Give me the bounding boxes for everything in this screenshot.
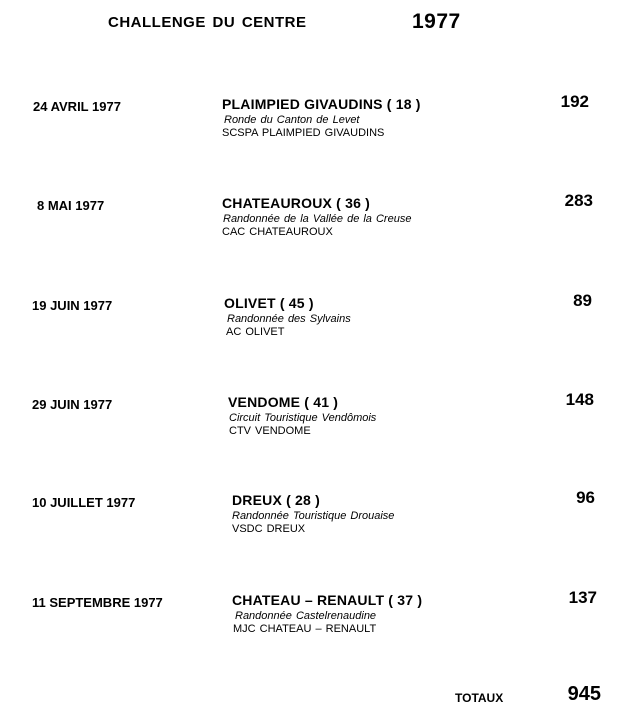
entry-participant-count: 283 <box>564 191 593 210</box>
entry-place: PLAIMPIED GIVAUDINS ( 18 ) <box>222 96 421 112</box>
entry-participant-count: 192 <box>560 92 589 111</box>
entry-ride-name: Ronde du Canton de Levet <box>224 114 360 126</box>
page-year: 1977 <box>412 10 461 33</box>
entry-club: CTV VENDOME <box>229 425 311 437</box>
page-title: CHALLENGE DU CENTRE <box>108 14 307 31</box>
entry-date: 10 JUILLET 1977 <box>32 495 136 510</box>
entry-date: 8 MAI 1977 <box>37 198 105 213</box>
entry-ride-name: Randonnée Touristique Drouaise <box>232 510 395 522</box>
list-item <box>0 291 636 355</box>
entry-ride-name: Randonnée des Sylvains <box>227 313 351 325</box>
entry-club: AC OLIVET <box>226 326 285 338</box>
entry-club: MJC CHATEAU – RENAULT <box>233 623 377 635</box>
entry-place: DREUX ( 28 ) <box>232 492 320 508</box>
entry-ride-name: Randonnée de la Vallée de la Creuse <box>223 213 412 225</box>
entry-club: SCSPA PLAIMPIED GIVAUDINS <box>222 127 385 139</box>
entry-date: 29 JUIN 1977 <box>32 397 113 412</box>
entry-place: VENDOME ( 41 ) <box>228 394 339 410</box>
entry-ride-name: Circuit Touristique Vendômois <box>229 412 377 424</box>
list-item <box>0 191 636 255</box>
entry-participant-count: 89 <box>573 291 592 310</box>
totals-value: 945 <box>567 683 601 705</box>
entry-date: 11 SEPTEMBRE 1977 <box>32 595 163 610</box>
list-item <box>0 488 636 552</box>
entry-ride-name: Randonnée Castelrenaudine <box>235 610 377 622</box>
entry-date: 19 JUIN 1977 <box>32 298 113 313</box>
entry-participant-count: 96 <box>576 488 595 507</box>
entry-date: 24 AVRIL 1977 <box>33 99 121 114</box>
list-item <box>0 588 636 652</box>
list-item <box>0 92 636 156</box>
list-item <box>0 390 636 454</box>
totals-label: TOTAUX <box>455 691 504 705</box>
entry-place: CHATEAU – RENAULT ( 37 ) <box>232 592 423 608</box>
entry-place: CHATEAUROUX ( 36 ) <box>222 195 371 211</box>
entry-club: CAC CHATEAUROUX <box>222 226 333 238</box>
entry-place: OLIVET ( 45 ) <box>224 295 314 311</box>
entry-participant-count: 137 <box>568 588 597 607</box>
entry-club: VSDC DREUX <box>232 523 306 535</box>
entry-participant-count: 148 <box>565 390 594 409</box>
